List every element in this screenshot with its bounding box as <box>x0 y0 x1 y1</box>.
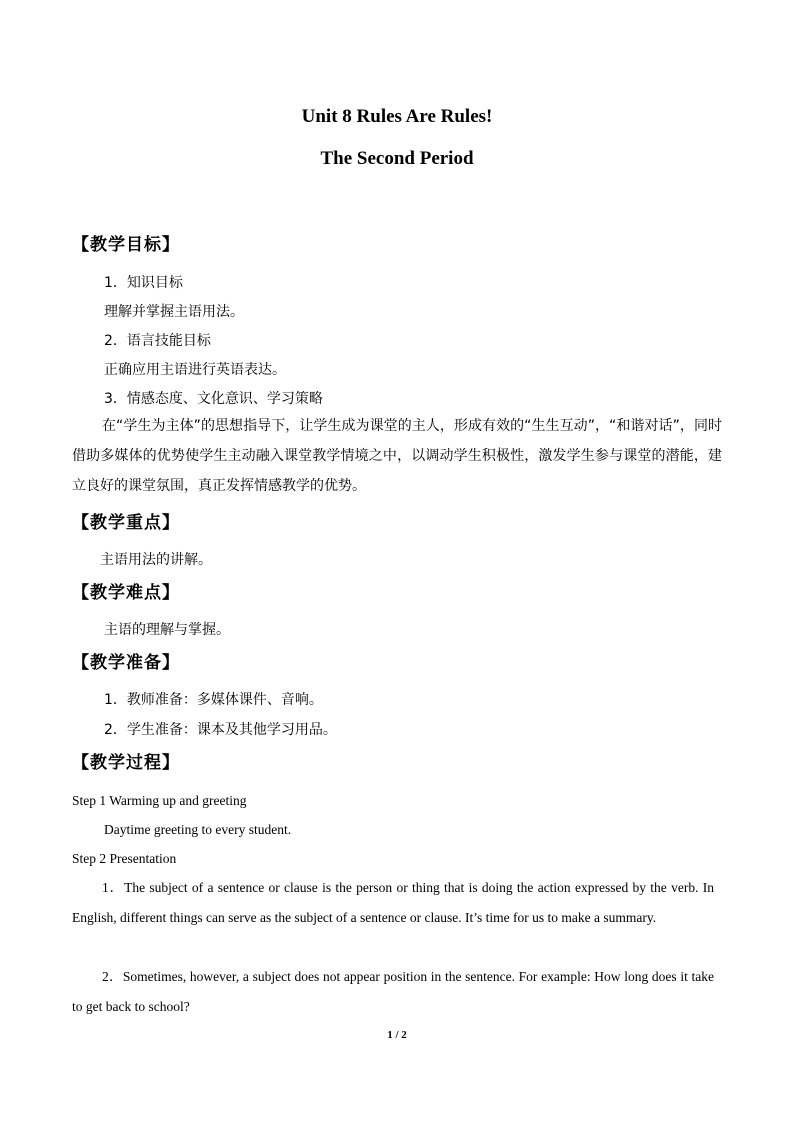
objective-item-2-text: 正确应用主语进行英语表达。 <box>104 362 286 378</box>
section-heading-key-points: 【教学重点】 <box>72 513 180 533</box>
preparation-item-2: 2．学生准备：课本及其他学习用品。 <box>104 722 337 738</box>
section-heading-preparation: 【教学准备】 <box>72 653 180 673</box>
step2-paragraph-2: 2．Sometimes, however, a subject does not appear position in the sentence. For example: How long does it take to get back to school? <box>72 969 714 1014</box>
objective-item-1-label: 1．知识目标 <box>104 275 183 291</box>
preparation-item-1: 1．教师准备：多媒体课件、音响。 <box>104 692 323 708</box>
step1-title: Step 1 Warming up and greeting <box>72 793 247 808</box>
objective-item-3-label: 3．情感态度、文化意识、学习策略 <box>104 391 323 407</box>
section-heading-difficulties: 【教学难点】 <box>72 583 180 603</box>
document-subtitle: The Second Period <box>320 148 474 169</box>
page-number: 1 / 2 <box>387 1029 407 1041</box>
objective-item-3-paragraph: 在“学生为主体”的思想指导下，让学生成为课堂的主人，形成有效的“生生互动”，“和谐对话”，同时借助多媒体的优势使学生主动融入课堂教学情境之中，以调动学生积极性，激发学生参与课堂的潜能，建立良好的课堂氛围，真正发挥情感教学的优势。 <box>72 418 722 494</box>
difficulties-text: 主语的理解与掌握。 <box>104 622 230 638</box>
step1-text: Daytime greeting to every student. <box>104 822 292 837</box>
step2-paragraph-1: 1．The subject of a sentence or clause is the person or thing that is doing the action expressed by the verb. In English, different things can serve as the subject of a sentence or clause. It’s time for us to make a summary. <box>72 880 714 925</box>
document-title: Unit 8 Rules Are Rules! <box>301 106 493 127</box>
objective-item-2-label: 2．语言技能目标 <box>104 333 211 349</box>
section-heading-process: 【教学过程】 <box>72 753 180 773</box>
objective-item-1-text: 理解并掌握主语用法。 <box>104 304 244 320</box>
step2-title: Step 2 Presentation <box>72 851 177 866</box>
section-heading-objectives: 【教学目标】 <box>72 235 180 255</box>
key-points-text: 主语用法的讲解。 <box>100 552 212 568</box>
